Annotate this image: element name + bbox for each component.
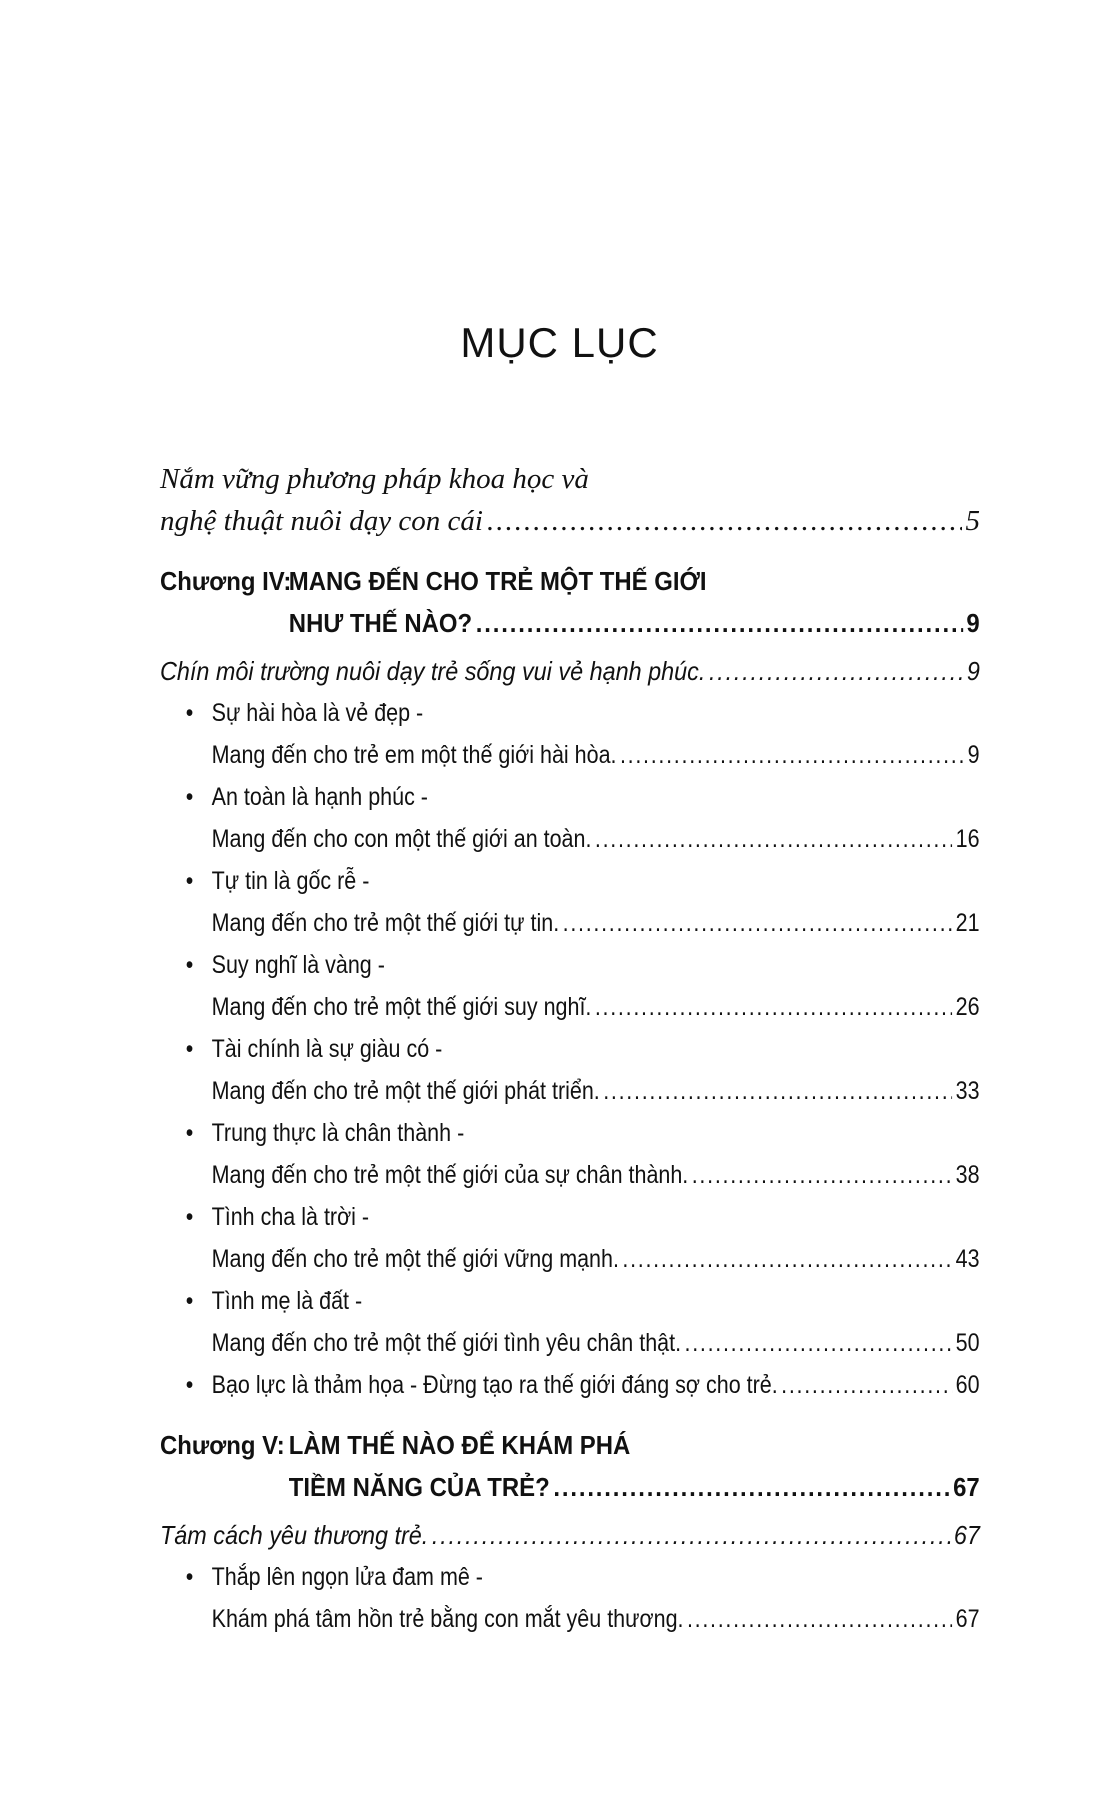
toc-chapter-5[interactable] <box>160 1424 980 1508</box>
chapter-title: NHƯ THẾ NÀO? <box>288 608 473 638</box>
table-of-contents <box>160 458 980 1640</box>
dot-leader <box>685 1322 953 1364</box>
page-number: 38 <box>955 1161 980 1189</box>
toc-item[interactable] <box>160 1196 980 1280</box>
toc-entry-line: Nắm vững phương pháp khoa học và <box>160 463 589 495</box>
chapter-prefix: Chương V: <box>160 1430 285 1460</box>
page-number: 26 <box>955 993 980 1021</box>
item-title: Tình mẹ là đất - <box>211 1287 363 1315</box>
page-number: 16 <box>955 825 980 853</box>
chapter-prefix: Chương IV: <box>160 566 292 596</box>
item-title: Thắp lên ngọn lửa đam mê - <box>211 1563 483 1591</box>
section-title: Chín môi trường nuôi dạy trẻ sống vui vẻ hạnh phúc. <box>160 656 706 686</box>
dot-leader <box>709 650 963 692</box>
page-number: 67 <box>953 1472 980 1502</box>
chapter-title: TIỀM NĂNG CỦA TRẺ? <box>288 1472 550 1502</box>
dot-leader <box>622 1238 952 1280</box>
item-subtitle: Mang đến cho trẻ một thế giới vững mạnh. <box>211 1245 619 1273</box>
item-subtitle: Mang đến cho trẻ một thế giới tự tin. <box>211 909 560 937</box>
toc-item[interactable] <box>160 1556 980 1640</box>
item-title: Tự tin là gốc rễ - <box>211 867 370 895</box>
page-number: 21 <box>955 909 980 937</box>
page-number: 43 <box>955 1245 980 1273</box>
dot-leader <box>781 1364 952 1406</box>
item-title: Suy nghĩ là vàng - <box>211 951 385 979</box>
dot-leader <box>553 1466 949 1508</box>
item-subtitle: Mang đến cho trẻ một thế giới của sự chân thành. <box>211 1161 689 1189</box>
item-subtitle: Mang đến cho trẻ một thế giới suy nghĩ. <box>211 993 592 1021</box>
toc-item[interactable] <box>160 692 980 776</box>
page-number: 60 <box>955 1371 980 1399</box>
dot-leader <box>476 602 963 644</box>
toc-section-1[interactable] <box>160 650 980 692</box>
item-title: Trung thực là chân thành - <box>211 1119 465 1147</box>
toc-chapter-4[interactable] <box>160 560 980 644</box>
dot-leader <box>687 1598 952 1640</box>
dot-leader <box>692 1154 952 1196</box>
page-number: 9 <box>967 741 980 769</box>
item-title: Sự hài hòa là vẻ đẹp - <box>211 699 424 727</box>
item-subtitle: Mang đến cho con một thế giới an toàn. <box>211 825 592 853</box>
section-title: Tám cách yêu thương trẻ. <box>160 1520 429 1550</box>
page-number: 9 <box>966 608 980 638</box>
dot-leader <box>603 1070 952 1112</box>
item-subtitle: Mang đến cho trẻ em một thế giới hài hòa. <box>211 741 617 769</box>
dot-leader <box>595 986 952 1028</box>
item-title: An toàn là hạnh phúc - <box>211 783 428 811</box>
item-title: Tình cha là trời - <box>211 1203 370 1231</box>
bullet-icon: • <box>185 1203 194 1231</box>
bullet-icon: • <box>185 867 194 895</box>
toc-item[interactable] <box>160 1280 980 1364</box>
dot-leader <box>563 902 953 944</box>
toc-entry-line: nghệ thuật nuôi dạy con cái <box>160 505 483 537</box>
bullet-icon: • <box>185 1119 194 1147</box>
page-number: 67 <box>955 1605 980 1633</box>
dot-leader <box>432 1514 950 1556</box>
bullet-icon: • <box>185 1371 194 1399</box>
toc-item[interactable] <box>160 1112 980 1196</box>
bullet-icon: • <box>185 699 194 727</box>
toc-entry-intro[interactable] <box>160 458 980 542</box>
chapter-title: MANG ĐẾN CHO TRẺ MỘT THẾ GIỚI <box>288 566 707 596</box>
page-number: 5 <box>965 505 980 537</box>
page-number: 33 <box>955 1077 980 1105</box>
item-subtitle: Mang đến cho trẻ một thế giới tình yêu chân thật. <box>211 1329 682 1357</box>
dot-leader <box>487 500 962 542</box>
bullet-icon: • <box>185 1035 194 1063</box>
toc-section-2[interactable] <box>160 1514 980 1556</box>
dot-leader <box>595 818 952 860</box>
bullet-icon: • <box>185 1287 194 1315</box>
page-number: 67 <box>953 1520 980 1550</box>
item-subtitle: Mang đến cho trẻ một thế giới phát triển. <box>211 1077 600 1105</box>
toc-item[interactable] <box>160 1028 980 1112</box>
item-title: Tài chính là sự giàu có - <box>211 1035 443 1063</box>
item-title: Bạo lực là thảm họa - Đừng tạo ra thế giới đáng sợ cho trẻ. <box>211 1371 778 1399</box>
page-title: MỤC LỤC <box>460 319 659 366</box>
toc-item[interactable] <box>160 776 980 860</box>
toc-item[interactable] <box>160 1364 980 1406</box>
toc-item[interactable] <box>160 944 980 1028</box>
toc-item[interactable] <box>160 860 980 944</box>
page-number: 50 <box>955 1329 980 1357</box>
bullet-icon: • <box>185 951 194 979</box>
item-subtitle: Khám phá tâm hồn trẻ bằng con mắt yêu thương. <box>211 1605 684 1633</box>
bullet-icon: • <box>185 1563 194 1591</box>
dot-leader <box>620 734 964 776</box>
chapter-title: LÀM THẾ NÀO ĐỂ KHÁM PHÁ <box>288 1430 631 1460</box>
page-number: 9 <box>966 656 980 686</box>
bullet-icon: • <box>185 783 194 811</box>
